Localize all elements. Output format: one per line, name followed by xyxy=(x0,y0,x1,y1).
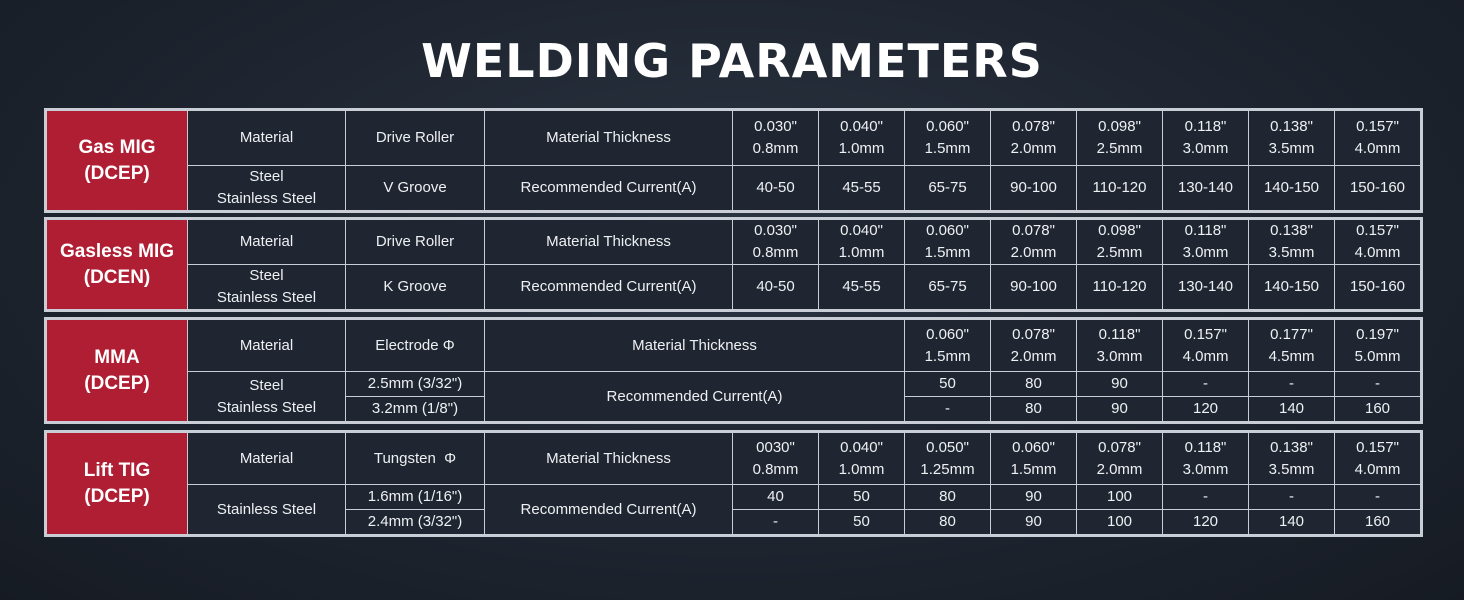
current-cell: - xyxy=(1249,485,1335,510)
thickness-cell: 0.157" 4.0mm xyxy=(1335,111,1421,166)
current-cell: 50 xyxy=(905,372,991,397)
process-label: Gas MIG (DCEP) xyxy=(47,111,188,211)
material-value: Steel Stainless Steel xyxy=(188,265,346,310)
current-label: Recommended Current(A) xyxy=(485,166,733,211)
current-label: Recommended Current(A) xyxy=(485,485,733,535)
material-header: Material xyxy=(188,111,346,166)
current-label: Recommended Current(A) xyxy=(485,372,905,422)
current-cell: 150-160 xyxy=(1335,265,1421,310)
thickness-cell: 0.157" 4.0mm xyxy=(1335,433,1421,485)
process-label: Lift TIG (DCEP) xyxy=(47,433,188,535)
current-cell: 130-140 xyxy=(1163,166,1249,211)
electrode-size: 3.2mm (1/8") xyxy=(346,397,485,422)
material-header: Material xyxy=(188,320,346,372)
current-cell: 90 xyxy=(1077,372,1163,397)
thickness-cell: 0.157" 4.0mm xyxy=(1163,320,1249,372)
current-cell: 100 xyxy=(1077,485,1163,510)
thickness-cell: 0.040" 1.0mm xyxy=(819,111,905,166)
current-cell: 130-140 xyxy=(1163,265,1249,310)
current-cell: 45-55 xyxy=(819,166,905,211)
thickness-header: Material Thickness xyxy=(485,111,733,166)
drive-roller-value: K Groove xyxy=(346,265,485,310)
thickness-header: Material Thickness xyxy=(485,220,733,265)
thickness-cell: 0.157" 4.0mm xyxy=(1335,220,1421,265)
thickness-cell: 0.040" 1.0mm xyxy=(819,433,905,485)
current-cell: - xyxy=(1249,372,1335,397)
current-cell: 80 xyxy=(905,510,991,535)
current-cell: 100 xyxy=(1077,510,1163,535)
current-cell: 160 xyxy=(1335,397,1421,422)
thickness-cell: 0.078" 2.0mm xyxy=(991,220,1077,265)
current-cell: 65-75 xyxy=(905,166,991,211)
material-header: Material xyxy=(188,220,346,265)
current-cell: 50 xyxy=(819,510,905,535)
material-value: Stainless Steel xyxy=(188,485,346,535)
current-cell: 80 xyxy=(905,485,991,510)
drive-roller-header: Drive Roller xyxy=(346,220,485,265)
thickness-cell: 0.060" 1.5mm xyxy=(905,320,991,372)
current-cell: 120 xyxy=(1163,397,1249,422)
current-cell: - xyxy=(905,397,991,422)
thickness-cell: 0.078" 2.0mm xyxy=(1077,433,1163,485)
thickness-cell: 0.118" 3.0mm xyxy=(1163,433,1249,485)
process-label: MMA (DCEP) xyxy=(47,320,188,422)
thickness-cell: 0.118" 3.0mm xyxy=(1163,220,1249,265)
current-cell: 90 xyxy=(991,510,1077,535)
material-value: Steel Stainless Steel xyxy=(188,372,346,422)
current-cell: 65-75 xyxy=(905,265,991,310)
mma-table xyxy=(46,319,1421,422)
drive-roller-header: Drive Roller xyxy=(346,111,485,166)
current-cell: 110-120 xyxy=(1077,166,1163,211)
current-cell: - xyxy=(733,510,819,535)
current-cell: 40-50 xyxy=(733,166,819,211)
current-cell: 90-100 xyxy=(991,265,1077,310)
current-cell: - xyxy=(1163,485,1249,510)
gasless-mig-table xyxy=(46,219,1421,310)
thickness-cell: 0.118" 3.0mm xyxy=(1077,320,1163,372)
electrode-header: Electrode Φ xyxy=(346,320,485,372)
material-value: Steel Stainless Steel xyxy=(188,166,346,211)
thickness-cell: 0.030" 0.8mm xyxy=(733,220,819,265)
drive-roller-value: V Groove xyxy=(346,166,485,211)
current-cell: 80 xyxy=(991,372,1077,397)
current-cell: 80 xyxy=(991,397,1077,422)
tungsten-size: 2.4mm (3/32") xyxy=(346,510,485,535)
thickness-cell: 0030" 0.8mm xyxy=(733,433,819,485)
lift-tig-table xyxy=(46,432,1421,535)
thickness-cell: 0.060" 1.5mm xyxy=(905,220,991,265)
current-cell: 90 xyxy=(991,485,1077,510)
current-cell: 150-160 xyxy=(1335,166,1421,211)
current-cell: - xyxy=(1335,372,1421,397)
thickness-header: Material Thickness xyxy=(485,433,733,485)
thickness-cell: 0.030" 0.8mm xyxy=(733,111,819,166)
thickness-cell: 0.060" 1.5mm xyxy=(905,111,991,166)
current-cell: - xyxy=(1163,372,1249,397)
current-cell: 120 xyxy=(1163,510,1249,535)
current-cell: 110-120 xyxy=(1077,265,1163,310)
thickness-cell: 0.197" 5.0mm xyxy=(1335,320,1421,372)
thickness-cell: 0.098" 2.5mm xyxy=(1077,111,1163,166)
current-cell: 40-50 xyxy=(733,265,819,310)
thickness-header: Material Thickness xyxy=(485,320,905,372)
thickness-cell: 0.118" 3.0mm xyxy=(1163,111,1249,166)
tungsten-header: Tungsten Φ xyxy=(346,433,485,485)
current-cell: 140-150 xyxy=(1249,166,1335,211)
thickness-cell: 0.098" 2.5mm xyxy=(1077,220,1163,265)
thickness-cell: 0.040" 1.0mm xyxy=(819,220,905,265)
thickness-cell: 0.078" 2.0mm xyxy=(991,111,1077,166)
gas-mig-table xyxy=(46,110,1421,211)
thickness-cell: 0.138" 3.5mm xyxy=(1249,220,1335,265)
current-cell: 90-100 xyxy=(991,166,1077,211)
current-cell: 140-150 xyxy=(1249,265,1335,310)
current-cell: 160 xyxy=(1335,510,1421,535)
current-cell: 50 xyxy=(819,485,905,510)
current-cell: 140 xyxy=(1249,397,1335,422)
thickness-cell: 0.177" 4.5mm xyxy=(1249,320,1335,372)
thickness-cell: 0.050" 1.25mm xyxy=(905,433,991,485)
current-cell: - xyxy=(1335,485,1421,510)
electrode-size: 2.5mm (3/32") xyxy=(346,372,485,397)
current-cell: 90 xyxy=(1077,397,1163,422)
thickness-cell: 0.060" 1.5mm xyxy=(991,433,1077,485)
process-label: Gasless MIG (DCEN) xyxy=(47,220,188,310)
material-header: Material xyxy=(188,433,346,485)
thickness-cell: 0.138" 3.5mm xyxy=(1249,433,1335,485)
current-cell: 140 xyxy=(1249,510,1335,535)
current-cell: 40 xyxy=(733,485,819,510)
thickness-cell: 0.078" 2.0mm xyxy=(991,320,1077,372)
tungsten-size: 1.6mm (1/16") xyxy=(346,485,485,510)
current-cell: 45-55 xyxy=(819,265,905,310)
page-title: WELDING PARAMETERS xyxy=(421,34,1043,88)
current-label: Recommended Current(A) xyxy=(485,265,733,310)
thickness-cell: 0.138" 3.5mm xyxy=(1249,111,1335,166)
